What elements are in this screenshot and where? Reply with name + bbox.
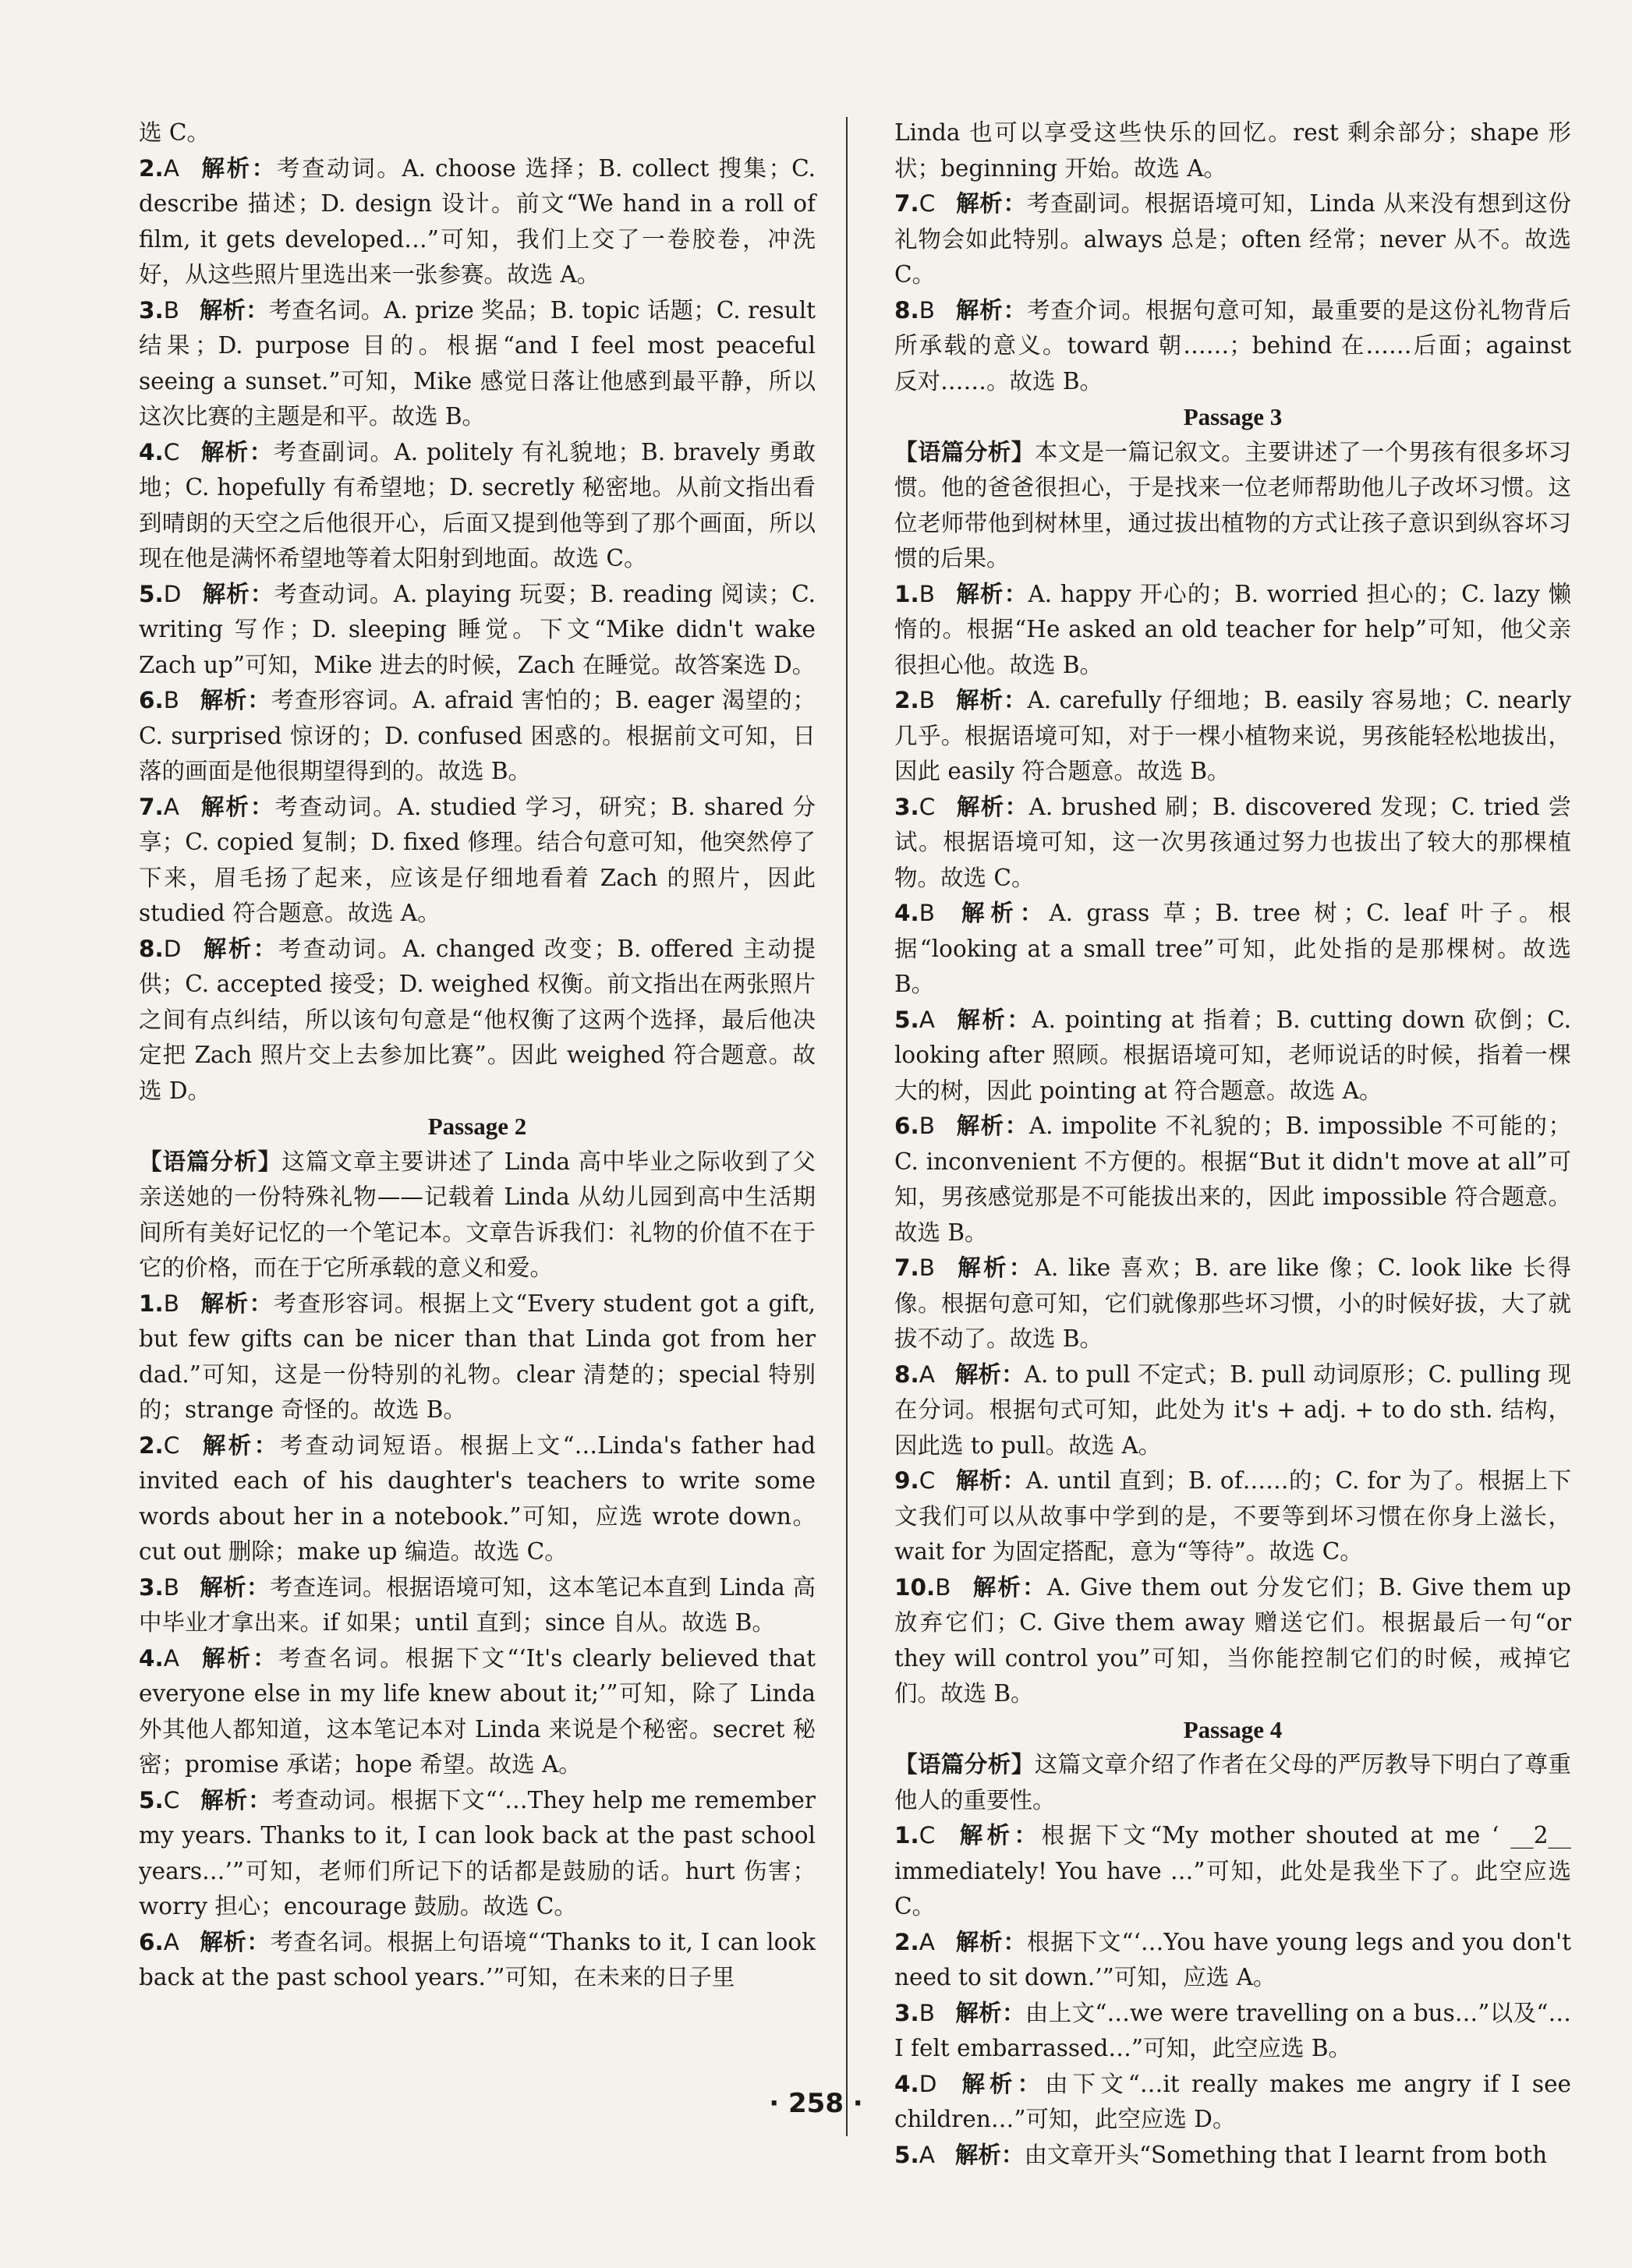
item-explanation: 由上文“…we were travelling on a bus…”以及“…I felt embarrassed…”可知，此空应选 B。 xyxy=(894,1999,1571,2061)
jiexi-label: 解析： xyxy=(201,935,278,962)
jiexi-label: 解析： xyxy=(954,1006,1032,1033)
left-lead-text: 选 C。 xyxy=(139,119,210,146)
item-explanation: A. impolite 不礼貌的；B. impossible 不可能的；C. inconvenient 不方便的。根据“But it didn't move at all”可知，男孩感觉那是不可能拔出来的，因此 impossible 符合题意。故选 B。 xyxy=(894,1113,1571,1246)
item-number: 9. xyxy=(894,1467,919,1494)
passage-4-analysis xyxy=(894,1747,1571,1818)
item-explanation: A. happy 开心的；B. worried 担心的；C. lazy 懒惰的。根据“He asked an old teacher for help”可知，他父亲很担心他。故选 B。 xyxy=(894,580,1571,678)
item-number: 4. xyxy=(894,2070,919,2097)
answer-item xyxy=(894,1925,1571,1996)
analysis-text: 本文是一篇记叙文。主要讲述了一个男孩有很多坏习惯。他的爸爸很担心，于是找来一位老师帮助他儿子改坏习惯。这位老师带他到树林里，通过拔出植物的方式让孩子意识到纵容坏习惯的后果。 xyxy=(894,438,1571,571)
item-explanation: 考查动词。根据下文“‘…They help me remember my years. Thanks to it, I can look back at the past school years…’”可知，老师们所记下的话都是鼓励的话。hurt 伤害；worry 担心；encourage 鼓励。故选 C。 xyxy=(139,1786,816,1919)
answer-item xyxy=(139,435,816,577)
item-number: 1. xyxy=(139,1290,164,1317)
passage-3-analysis xyxy=(894,435,1571,577)
item-answer: A xyxy=(919,2141,935,2168)
item-explanation: 考查副词。A. politely 有礼貌地；B. bravely 勇敢地；C. hopefully 有希望地；D. secretly 秘密地。从前文指出看到晴朗的天空之后他很开心，后面又提到他等到了那个画面，所以现在他是满怀希望地等着太阳射到地面。故选 C。 xyxy=(139,438,816,571)
item-explanation: 由文章开头“Something that I learnt from both xyxy=(1024,2141,1548,2168)
answer-item xyxy=(139,1570,816,1641)
item-explanation: 考查形容词。A. afraid 害怕的；B. eager 渴望的；C. surprised 惊讶的；D. confused 困惑的。根据前文可知，日落的画面是他很期望得到的。故选 B。 xyxy=(139,687,816,784)
item-number: 4. xyxy=(894,900,919,926)
jiexi-label: 解析： xyxy=(199,1290,274,1317)
item-answer: C xyxy=(919,190,936,217)
right-items-b xyxy=(894,577,1571,1712)
item-number: 8. xyxy=(894,296,919,324)
item-number: 6. xyxy=(894,1113,919,1139)
item-number: 4. xyxy=(139,438,164,465)
item-answer: A xyxy=(163,793,179,820)
item-number: 3. xyxy=(894,1999,919,2026)
item-explanation: 考查名词。A. prize 奖品；B. topic 话题；C. result 结果；D. purpose 目的。根据“and I feel most peaceful seeing a sunset.”可知，Mike 感觉日落让他感到最平静，所以这次比赛的主题是和平。故选 B。 xyxy=(139,296,816,430)
item-answer: C xyxy=(163,1786,180,1813)
jiexi-label: 解析： xyxy=(200,1786,272,1813)
answer-item xyxy=(894,1463,1571,1570)
jiexi-label: 解析： xyxy=(955,793,1029,820)
item-answer: C xyxy=(919,793,936,820)
analysis-text: 这篇文章主要讲述了 Linda 高中毕业之际收到了父亲送她的一份特殊礼物——记载着 Linda 从幼儿园到高中生活期间所有美好记忆的一个笔记本。文章告诉我们：礼物的价值不在于它的价格，而在于它所承载的意义和爱。 xyxy=(139,1148,816,1281)
answer-item xyxy=(894,1818,1571,1925)
item-number: 5. xyxy=(139,1786,164,1813)
item-number: 5. xyxy=(894,1006,919,1033)
answer-item xyxy=(894,1996,1571,2067)
item-explanation: 考查形容词。根据上文“Every student got a gift, but few gifts can be nicer than that Linda got from her dad.”可知，这是一份特别的礼物。clear 清楚的；special 特别的；strange 奇怪的。故选 B。 xyxy=(139,1290,816,1423)
item-explanation: A. pointing at 指着；B. cutting down 砍倒；C. looking after 照顾。根据语境可知，老师说话的时候，指着一棵大的树，因此 pointing at 符合题意。故选 A。 xyxy=(894,1006,1571,1104)
item-explanation: A. to pull 不定式；B. pull 动词原形；C. pulling 现在分词。根据句式可知，此处为 it's + adj. + to do sth. 结构，因此选 to pull。故选 A。 xyxy=(894,1360,1571,1459)
item-answer: A xyxy=(919,1928,935,1955)
passage-2-analysis xyxy=(139,1145,816,1286)
item-number: 2. xyxy=(139,1431,164,1459)
item-answer: C xyxy=(919,1822,936,1849)
item-answer: B xyxy=(163,1290,179,1317)
jiexi-label: 解析： xyxy=(200,1431,280,1459)
item-number: 5. xyxy=(894,2141,919,2168)
jiexi-label: 解析： xyxy=(955,190,1027,217)
jiexi-label: 解析： xyxy=(199,1928,271,1955)
item-number: 8. xyxy=(139,935,164,962)
answer-item xyxy=(139,790,816,932)
item-answer: B xyxy=(919,580,935,607)
item-explanation: 考查连词。根据语境可知，这本笔记本直到 Linda 高中毕业才拿出来。if 如果；until 直到；since 自从。故选 B。 xyxy=(139,1573,816,1636)
right-column xyxy=(894,115,1571,2173)
item-explanation: A. grass 草；B. tree 树；C. leaf 叶子。根据“looking at a small tree”可知，此处指的是那棵树。故选 B。 xyxy=(894,900,1571,997)
item-number: 2. xyxy=(894,687,919,713)
answer-item xyxy=(139,1428,816,1570)
item-number: 10. xyxy=(894,1573,936,1601)
left-items-b xyxy=(139,1286,816,1996)
item-answer: C xyxy=(919,1467,936,1494)
item-answer: A xyxy=(919,1006,935,1033)
item-explanation: 考查介词。根据句意可知，最重要的是这份礼物背后所承载的意义。toward 朝……；behind 在……后面；against 反对……。故选 B。 xyxy=(894,296,1571,395)
item-answer: B xyxy=(919,296,935,324)
analysis-text: 这篇文章介绍了作者在父母的严厉教导下明白了尊重他人的重要性。 xyxy=(894,1751,1571,1813)
answer-item xyxy=(894,1251,1571,1357)
jiexi-label: 解析： xyxy=(954,1113,1029,1139)
right-items-a xyxy=(894,186,1571,399)
jiexi-label: 解析： xyxy=(954,687,1028,713)
answer-item xyxy=(139,1925,816,1996)
jiexi-label: 解析： xyxy=(201,580,274,607)
item-answer: B xyxy=(163,296,179,324)
item-explanation: 根据下文“My mother shouted at me ‘ __2__ immediately! You have …”可知，此处是我坐下了。此空应选 C。 xyxy=(894,1822,1571,1919)
answer-item xyxy=(139,1286,816,1428)
answer-item xyxy=(894,1003,1571,1109)
jiexi-label: 解析： xyxy=(200,438,274,465)
jiexi-label: 解析： xyxy=(955,1467,1026,1494)
item-number: 7. xyxy=(894,1254,919,1281)
item-answer: B xyxy=(919,900,935,926)
answer-item xyxy=(894,1109,1571,1251)
left-items-a xyxy=(139,151,816,1109)
item-explanation: 考查动词。A. studied 学习，研究；B. shared 分享；C. copied 复制；D. fixed 修理。结合句意可知，他突然停了下来，眉毛扬了起来，应该是仔细地看着 Zach 的照片，因此 studied 符合题意。故选 A。 xyxy=(139,793,816,926)
item-number: 7. xyxy=(894,190,919,217)
analysis-tag: 【语篇分析】 xyxy=(139,1148,282,1175)
jiexi-label: 解析： xyxy=(199,793,275,820)
answer-item xyxy=(139,293,816,435)
item-explanation: 由下文“…it really makes me angry if I see children…”可知，此空应选 D。 xyxy=(894,2070,1571,2132)
item-answer: B xyxy=(919,1999,935,2026)
jiexi-label: 解析： xyxy=(199,1644,278,1672)
item-number: 6. xyxy=(139,687,164,713)
jiexi-label: 解析： xyxy=(199,154,277,182)
item-explanation: 考查副词。根据语境可知，Linda 从来没有想到这份礼物会如此特别。always 总是；often 经常；never 从不。故选 C。 xyxy=(894,190,1571,288)
answer-item xyxy=(894,1357,1571,1464)
answer-item xyxy=(894,577,1571,684)
answer-item xyxy=(894,186,1571,293)
item-answer: B xyxy=(935,1573,951,1601)
answer-item xyxy=(894,293,1571,400)
answer-item xyxy=(139,932,816,1109)
jiexi-label: 解析： xyxy=(954,2141,1025,2168)
jiexi-label: 解析： xyxy=(957,2070,1046,2097)
column-divider xyxy=(846,117,848,2136)
left-column xyxy=(139,115,816,1996)
item-answer: B xyxy=(163,687,179,713)
item-answer: C xyxy=(163,438,180,465)
item-explanation: 根据下文“‘…You have young legs and you don't need to sit down.’”可知，应选 A。 xyxy=(894,1928,1571,1990)
analysis-tag: 【语篇分析】 xyxy=(894,438,1035,465)
item-answer: D xyxy=(163,580,182,607)
jiexi-label: 解析： xyxy=(954,1360,1025,1388)
item-answer: D xyxy=(163,935,182,962)
jiexi-label: 解析： xyxy=(954,1999,1025,2026)
answer-item xyxy=(139,1783,816,1925)
passage-4-title: Passage 4 xyxy=(1183,1715,1283,1743)
item-answer: A xyxy=(163,1928,179,1955)
answer-item xyxy=(139,1641,816,1783)
item-answer: A xyxy=(919,1360,935,1388)
item-answer: C xyxy=(163,1431,180,1459)
item-explanation: 考查动词。A. playing 玩耍；B. reading 阅读；C. writing 写作；D. sleeping 睡觉。下文“Mike didn't wake Zach up”可知，Mike 进去的时候，Zach 在睡觉。故答案选 D。 xyxy=(139,580,816,678)
item-number: 2. xyxy=(894,1928,919,1955)
passage-2-title: Passage 2 xyxy=(427,1113,527,1140)
jiexi-label: 解析： xyxy=(954,900,1050,926)
answer-item xyxy=(139,151,816,293)
item-answer: B xyxy=(919,687,935,713)
jiexi-label: 解析： xyxy=(199,296,269,324)
item-number: 5. xyxy=(139,580,164,607)
item-explanation: A. carefully 仔细地；B. easily 容易地；C. nearly 几乎。根据语境可知，对于一棵小植物来说，男孩能轻松地拔出，因此 easily 符合题意。故选 B。 xyxy=(894,687,1571,784)
item-number: 1. xyxy=(894,1822,919,1849)
item-number: 3. xyxy=(139,296,164,324)
jiexi-label: 解析： xyxy=(954,580,1028,607)
analysis-tag: 【语篇分析】 xyxy=(894,1751,1035,1778)
item-number: 8. xyxy=(894,1360,919,1388)
item-explanation: A. brushed 刷；B. discovered 发现；C. tried 尝试。根据语境可知，这一次男孩通过努力也拔出了较大的那棵植物。故选 C。 xyxy=(894,793,1571,891)
item-number: 7. xyxy=(139,793,164,820)
item-answer: B xyxy=(919,1113,935,1139)
page-number: · 258 · xyxy=(769,2088,863,2119)
item-answer: B xyxy=(919,1254,935,1281)
jiexi-label: 解析： xyxy=(199,687,271,713)
item-answer: D xyxy=(919,2070,937,2097)
item-answer: A xyxy=(163,1644,179,1672)
item-explanation: 考查名词。根据上句语境“‘Thanks to it, I can look back at the past school years.’”可知，在未来的日子里 xyxy=(139,1928,816,1990)
item-explanation: A. like 喜欢；B. are like 像；C. look like 长得像。根据句意可知，它们就像那些坏习惯，小的时候好拔，大了就拔不动了。故选 B。 xyxy=(894,1254,1571,1352)
answer-item xyxy=(894,2138,1571,2174)
jiexi-label: 解析： xyxy=(199,1573,270,1601)
answer-item xyxy=(894,683,1571,790)
item-explanation: 考查名词。根据下文“‘It's clearly believed that everyone else in my life knew about it;’”可知，除了 Linda 外其他人都知道，这本笔记本对 Linda 来说是个秘密。secret 秘密；promise 承诺；hope 希望。故选 A。 xyxy=(139,1644,816,1778)
item-number: 2. xyxy=(139,154,164,182)
jiexi-label: 解析： xyxy=(971,1573,1047,1601)
right-items-c xyxy=(894,1818,1571,2173)
answer-item xyxy=(894,1570,1571,1712)
jiexi-label: 解析： xyxy=(954,1928,1027,1955)
answer-item xyxy=(139,683,816,790)
item-number: 4. xyxy=(139,1644,164,1672)
jiexi-label: 解析： xyxy=(954,1254,1035,1281)
item-explanation: 考查动词。A. changed 改变；B. offered 主动提供；C. accepted 接受；D. weighed 权衡。前文指出在两张照片之间有点纠结，所以该句句意是“他权衡了这两个选择，最后他决定把 Zach 照片交上去参加比赛”。因此 weighed 符合题意。故选 D。 xyxy=(139,935,816,1104)
item-number: 1. xyxy=(894,580,919,607)
item-number: 3. xyxy=(894,793,919,820)
item-explanation: 考查动词短语。根据上文“…Linda's father had invited each of his daughter's teachers to write some words about her in a notebook.”可知，应选 wrote down。cut out 删除；make up 编造。故选 C。 xyxy=(139,1431,816,1565)
item-explanation: A. Give them out 分发它们；B. Give them up 放弃它们；C. Give them away 赠送它们。根据最后一句“or they will control you”可知，当你能控制它们的时候，戒掉它们。故选 B。 xyxy=(894,1573,1571,1707)
passage-3-title: Passage 3 xyxy=(1183,403,1283,430)
item-answer: B xyxy=(163,1573,179,1601)
item-number: 3. xyxy=(139,1573,164,1601)
jiexi-label: 解析： xyxy=(954,296,1028,324)
item-explanation: 考查动词。A. choose 选择；B. collect 搜集；C. describe 描述；D. design 设计。前文“We hand in a roll of film, it gets developed…”可知，我们上交了一卷胶卷，冲洗好，从这些照片里选出来一张参赛。故选 A。 xyxy=(139,154,816,288)
right-lead-text: Linda 也可以享受这些快乐的回忆。rest 剩余部分；shape 形状；beginning 开始。故选 A。 xyxy=(894,119,1571,182)
item-number: 6. xyxy=(139,1928,164,1955)
answer-item xyxy=(894,790,1571,897)
item-explanation: A. until 直到；B. of……的；C. for 为了。根据上下文我们可以从故事中学到的是，不要等到坏习惯在你身上滋长，wait for 为固定搭配，意为“等待”。故选 C。 xyxy=(894,1467,1571,1565)
answer-item xyxy=(139,577,816,684)
item-answer: A xyxy=(163,154,179,182)
answer-item xyxy=(894,896,1571,1003)
jiexi-label: 解析： xyxy=(955,1822,1042,1849)
